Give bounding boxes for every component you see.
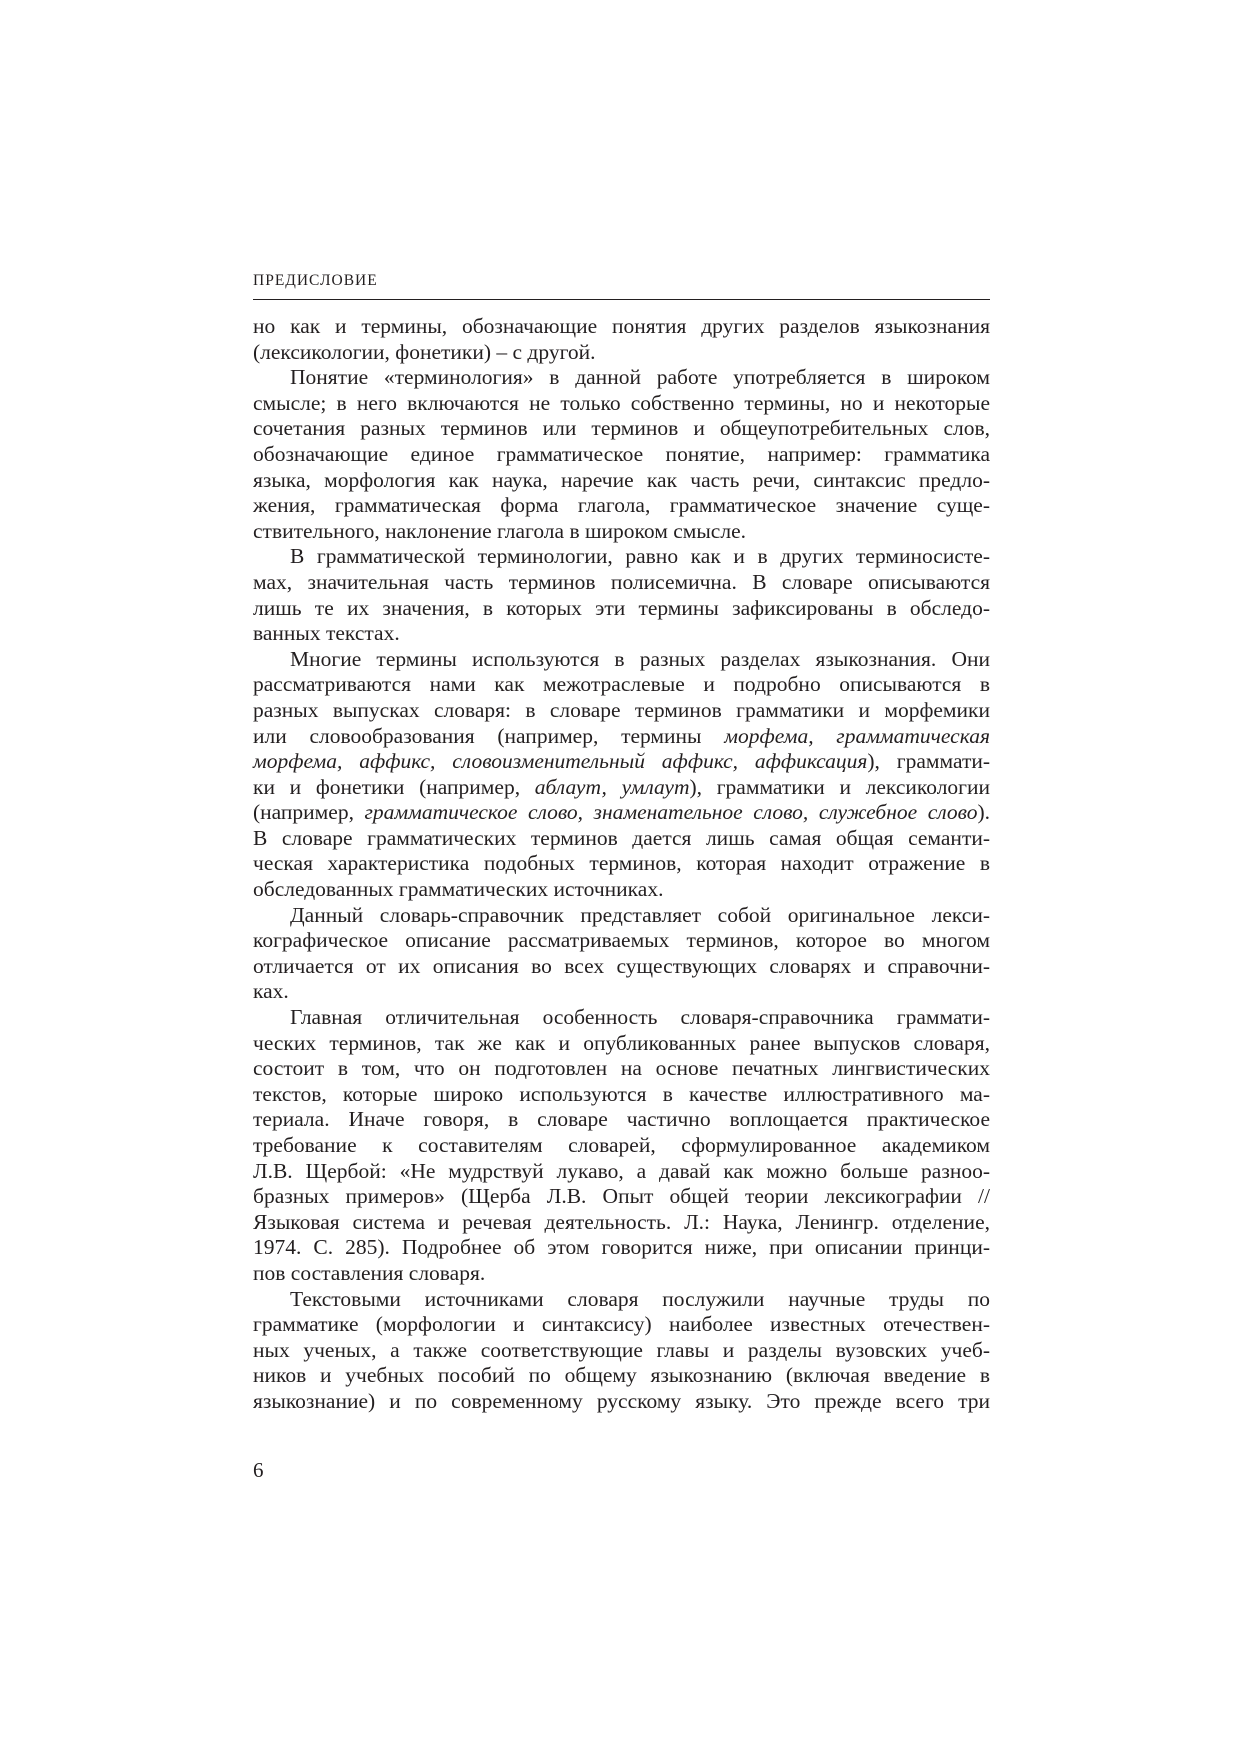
text-run: Текстовыми источниками словаря послужили научные труды по	[290, 1286, 990, 1311]
text-line	[253, 1363, 990, 1389]
text-run: разных выпусках словаря: в словаре терминов грамматики и морфемики	[253, 697, 990, 722]
text-run: ).	[977, 800, 990, 825]
header-rule	[253, 299, 990, 300]
text-line	[253, 1312, 990, 1338]
text-run: языка, морфология как наука, наречие как часть речи, синтаксис предло-	[253, 467, 990, 492]
text-run: грамматике (морфологии и синтаксису) наиболее известных отечествен-	[253, 1312, 990, 1337]
text-line	[253, 544, 990, 570]
text-line	[253, 314, 990, 340]
text-run: ствительного, наклонение глагола в широком смысле.	[253, 518, 746, 543]
italic-term: аблаут, умлаут	[534, 774, 690, 799]
text-run: кографическое описание рассматриваемых терминов, которое во многом	[253, 928, 990, 953]
text-run: (лексикологии, фонетики) – с другой.	[253, 339, 596, 364]
text-line	[253, 1031, 990, 1057]
text-run: мах, значительная часть терминов полисемична. В словаре описываются	[253, 569, 990, 594]
text-run: языкознание) и по современному русскому языку. Это прежде всего три	[253, 1388, 990, 1413]
text-line	[253, 519, 990, 545]
text-line	[253, 1184, 990, 1210]
text-line	[253, 493, 990, 519]
text-line	[253, 928, 990, 954]
text-run: ), грамматики и лексикологии	[689, 774, 991, 799]
text-line	[253, 1210, 990, 1236]
text-line	[253, 1261, 990, 1287]
text-run: Данный словарь-справочник представляет собой оригинальное лекси-	[290, 902, 990, 927]
text-line	[253, 621, 990, 647]
text-line	[253, 800, 990, 826]
text-run: отличается от их описания во всех существующих словарях и справочни-	[253, 953, 990, 978]
text-line	[253, 1056, 990, 1082]
text-line	[253, 979, 990, 1005]
text-line	[253, 1338, 990, 1364]
text-run: Главная отличительная особенность словаря-справочника граммати-	[290, 1005, 990, 1030]
text-run: ческих терминов, так же как и опубликованных ранее выпусков словаря,	[253, 1030, 990, 1055]
text-run: (например,	[253, 800, 365, 825]
text-line	[253, 877, 990, 903]
running-head: ПРЕДИСЛОВИЕ	[253, 272, 378, 289]
text-line	[253, 1389, 990, 1415]
text-run: В словаре грамматических терминов дается лишь самая общая семанти-	[253, 825, 990, 850]
text-line	[253, 775, 990, 801]
text-run: обследованных грамматических источниках.	[253, 877, 664, 902]
text-line	[253, 647, 990, 673]
text-line	[253, 1133, 990, 1159]
text-run: пов составления словаря.	[253, 1260, 486, 1285]
text-run: ), граммати-	[867, 749, 991, 774]
text-line	[253, 826, 990, 852]
text-run: текстов, которые широко используются в качестве иллюстративного ма-	[253, 1081, 990, 1106]
text-run: ников и учебных пособий по общему языкознанию (включая введение в	[253, 1363, 990, 1388]
text-line	[253, 340, 990, 366]
text-line	[253, 749, 990, 775]
text-run: но как и термины, обозначающие понятия других разделов языкознания	[253, 314, 990, 338]
text-run: ки и фонетики (например,	[253, 774, 535, 799]
text-line	[253, 596, 990, 622]
text-run: лишь те их значения, в которых эти термины зафиксированы в обследо-	[253, 595, 990, 620]
text-line	[253, 672, 990, 698]
text-run: состоит в том, что он подготовлен на основе печатных лингвистических	[253, 1056, 990, 1081]
text-line	[253, 903, 990, 929]
text-line	[253, 1005, 990, 1031]
text-line	[253, 698, 990, 724]
text-line	[253, 851, 990, 877]
text-run: или словообразования (например, термины	[253, 723, 725, 748]
text-line	[253, 1159, 990, 1185]
body-text	[253, 314, 990, 1415]
text-run: ванных текстах.	[253, 621, 400, 646]
text-run: обозначающие единое грамматическое понятие, например: грамматика	[253, 441, 990, 466]
text-run: сочетания разных терминов или терминов и общеупотребительных слов,	[253, 416, 990, 441]
text-run: 1974. С. 285). Подробнее об этом говорится ниже, при описании принци-	[253, 1235, 990, 1260]
text-line	[253, 416, 990, 442]
text-run: Многие термины используются в разных разделах языкознания. Они	[290, 646, 990, 671]
text-line	[253, 442, 990, 468]
text-line	[253, 468, 990, 494]
text-line	[253, 1107, 990, 1133]
text-run: ках.	[253, 979, 289, 1004]
italic-term: морфема, аффикс, словоизменительный аффикс, аффиксация	[253, 749, 868, 774]
text-run: Понятие «терминология» в данной работе употребляется в широком	[290, 365, 990, 390]
italic-term: морфема, грамматическая	[724, 723, 990, 748]
text-line	[253, 391, 990, 417]
italic-term: грамматическое слово, знаменательное слово, служебное слово	[364, 800, 978, 825]
text-line	[253, 1287, 990, 1313]
text-run: ных ученых, а также соответствующие главы и разделы вузовских учеб-	[253, 1337, 990, 1362]
text-line	[253, 570, 990, 596]
text-run: В грамматической терминологии, равно как и в других терминосисте-	[290, 544, 990, 569]
text-line	[253, 365, 990, 391]
text-run: бразных примеров» (Щерба Л.В. Опыт общей теории лексикографии //	[253, 1184, 990, 1209]
text-run: жения, грамматическая форма глагола, грамматическое значение суще-	[253, 493, 990, 518]
text-run: ческая характеристика подобных терминов, которая находит отражение в	[253, 851, 990, 876]
text-line	[253, 1082, 990, 1108]
text-run: териала. Иначе говоря, в словаре частично воплощается практическое	[253, 1107, 990, 1132]
text-run: рассматриваются нами как межотраслевые и подробно описываются в	[253, 672, 990, 697]
text-line	[253, 1235, 990, 1261]
text-run: смысле; в него включаются не только собственно термины, но и некоторые	[253, 390, 990, 415]
page-number: 6	[253, 1458, 264, 1482]
text-line	[253, 954, 990, 980]
text-run: Л.В. Щербой: «Не мудрствуй лукаво, а давай как можно больше разноо-	[253, 1158, 990, 1183]
text-run: Языковая система и речевая деятельность. Л.: Наука, Ленингр. отделение,	[253, 1209, 990, 1234]
text-line	[253, 724, 990, 750]
text-run: требование к составителям словарей, сформулированное академиком	[253, 1133, 990, 1157]
